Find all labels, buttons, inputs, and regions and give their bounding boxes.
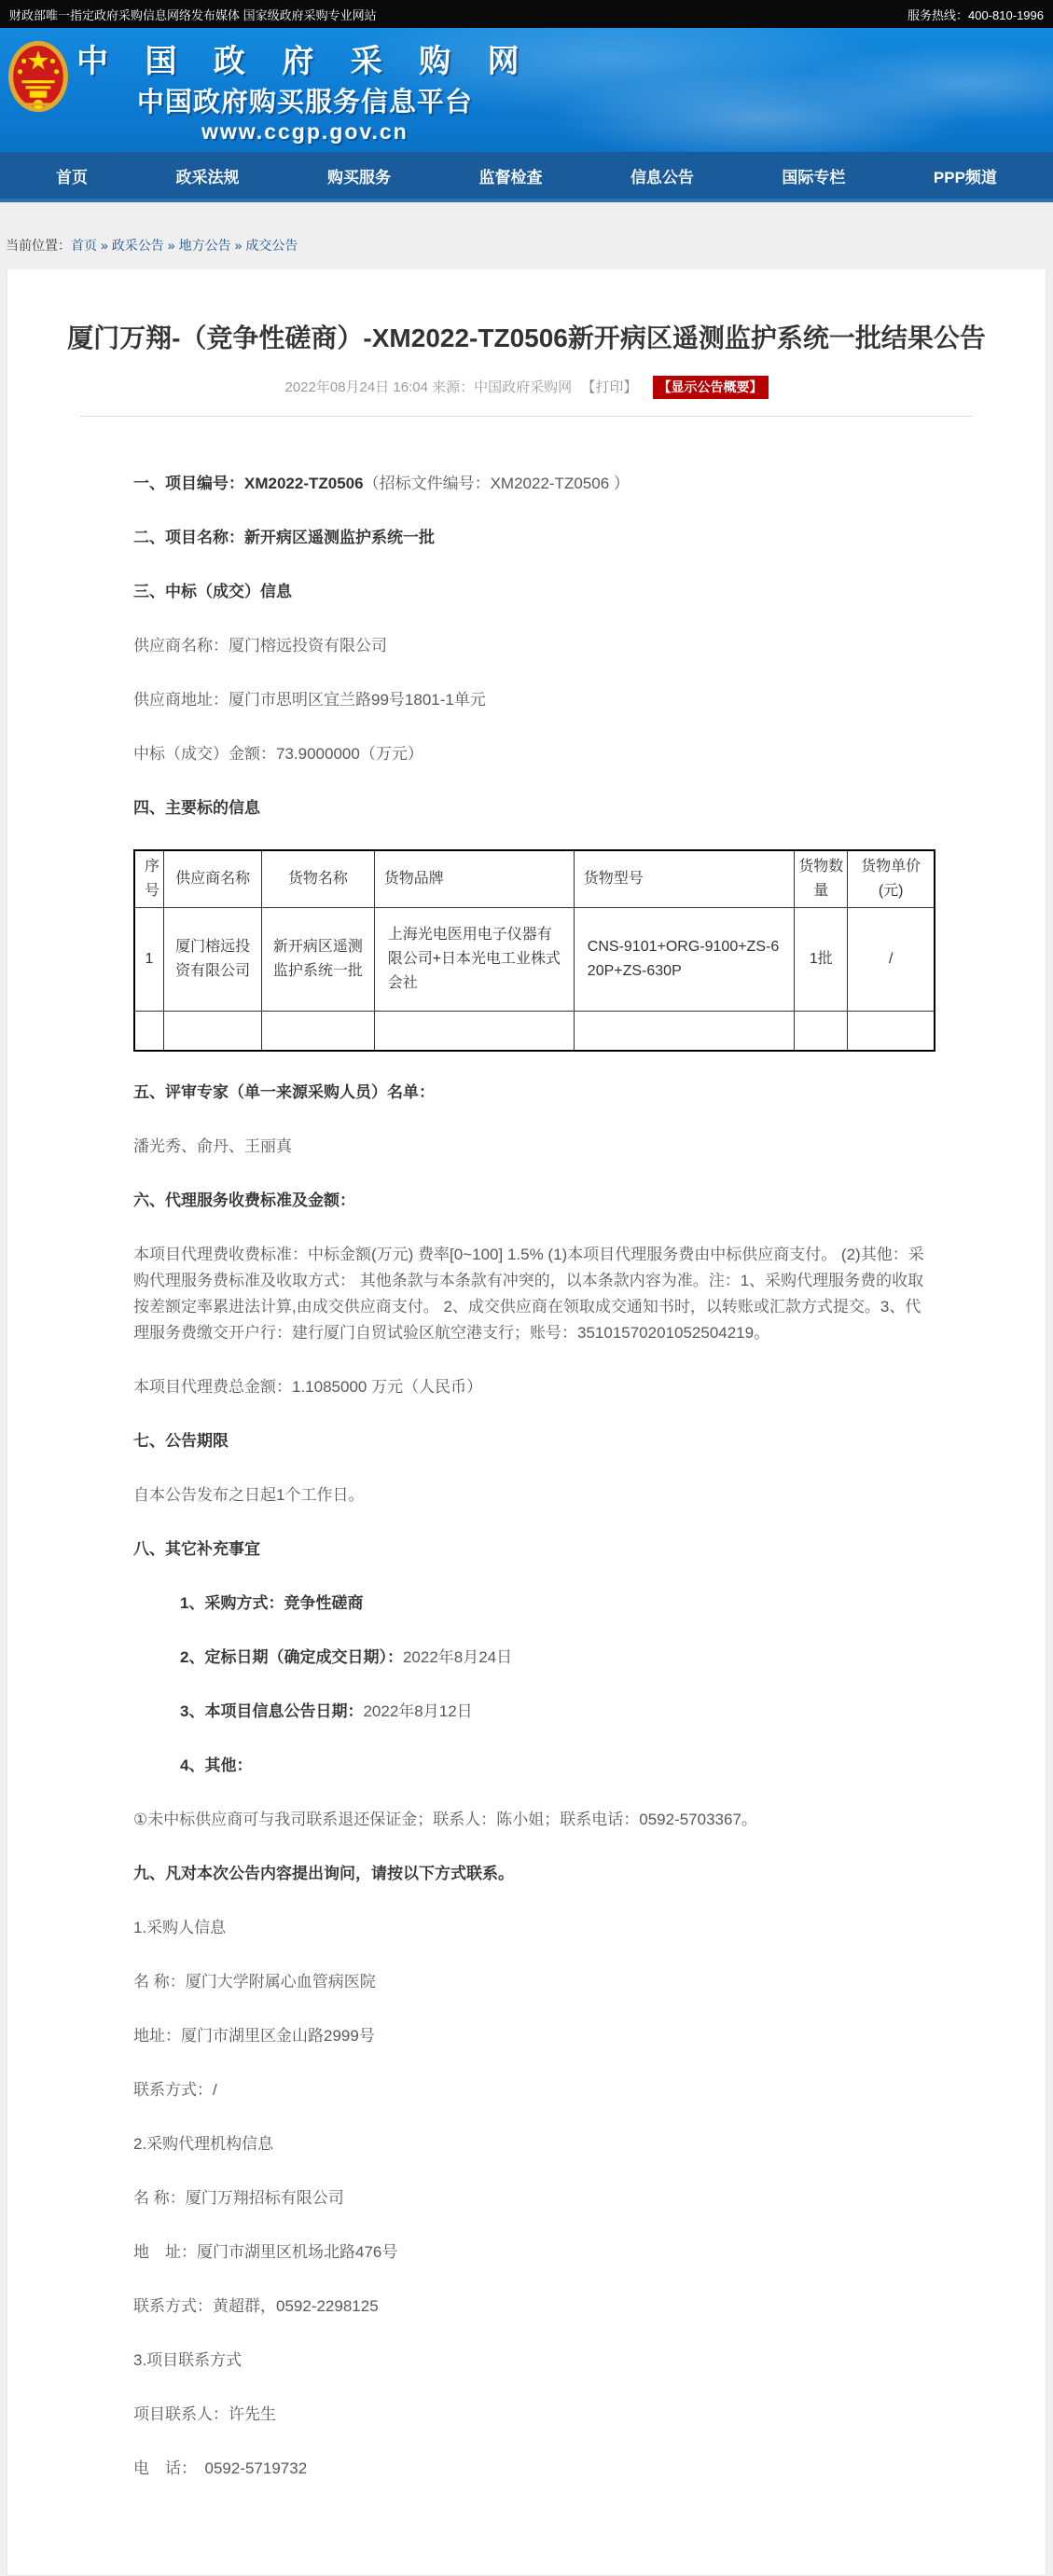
goods-table-header-row [134, 850, 935, 908]
table-cell: 新开病区遥测监护系统一批 [262, 908, 375, 1012]
paragraph: ①未中标供应商可与我司联系退还保证金；联系人：陈小姐；联系电话：0592-5703367。 [133, 1810, 757, 1828]
paragraph: 本项目代理费收费标准：中标金额(万元) 费率[0~100] 1.5% (1)本项目代理服务费由中标供应商支付。 (2)其他：采购代理服务费标准及收取方式： 其他条款与本条款有冲突的，以本条款内容为准。注：1、采购代理服务费的收取按差额定率累进法计算,由成交供应商支付。 2、成交供应商在领取成交通知书时，以转账或汇款方式提交。3、代理服务费缴交开户行：建行厦门自贸试验区航空港支行；账号：35101570201052504219。 [133, 1245, 924, 1342]
section-heading: 二、项目名称：新开病区遥测监护系统一批 [133, 529, 435, 546]
page-title: 厦门万翔-（竞争性磋商）-XM2022-TZ0506新开病区遥测监护系统一批结果公告 [67, 324, 986, 352]
table-cell: CNS-9101+ORG-9100+ZS-620P+ZS-630P [574, 908, 794, 1012]
table-header-cell: 货物型号 [574, 850, 794, 908]
table-header-cell: 序号 [134, 850, 164, 908]
section-heading: 1、采购方式：竞争性磋商 [180, 1593, 364, 1612]
section-heading: 一、项目编号：XM2022-TZ0506（招标文件编号：XM2022-TZ0506 ） [133, 475, 630, 492]
table-cell [574, 1012, 794, 1051]
table-cell [164, 1012, 262, 1051]
site-banner [0, 28, 1053, 152]
site-subtitle: 中国政府购买服务信息平台 [136, 88, 473, 117]
section-heading: 六、代理服务收费标准及金额： [133, 1191, 355, 1209]
site-slogan: 财政部唯一指定政府采购信息网络发布媒体 国家级政府采购专业网站 [9, 7, 377, 22]
show-summary-button[interactable]: 【显示公告概要】 [653, 376, 769, 399]
table-cell [848, 1012, 935, 1051]
article-body [7, 417, 1046, 2538]
table-row [134, 908, 935, 1012]
table-cell: 厦门榕远投资有限公司 [164, 908, 262, 1012]
breadcrumb-item-2[interactable]: 政采公告 [111, 238, 164, 253]
site-logo-text [76, 35, 533, 145]
site-url: www.ccgp.gov.cn [201, 119, 409, 144]
table-cell [374, 1012, 574, 1051]
table-cell: 1 [134, 908, 164, 1012]
nav-item-1[interactable]: 首页 [56, 168, 88, 186]
paragraph: 2.采购代理机构信息 [133, 2134, 274, 2153]
breadcrumb-item-3[interactable]: 地方公告 [178, 238, 231, 253]
source-label: 来源：中国政府采购网 [432, 379, 573, 395]
nav-item-3[interactable]: 购买服务 [326, 168, 391, 186]
section-heading: 五、评审专家（单一来源采购人员）名单： [133, 1082, 435, 1101]
breadcrumb-prefix: 当前位置： [6, 238, 71, 253]
print-button[interactable]: 【打印】 [581, 379, 638, 395]
publish-datetime: 2022年08月24日 16:04 [284, 379, 428, 395]
table-cell: 上海光电医用电子仪器有限公司+日本光电工业株式会社 [374, 908, 574, 1012]
nav-item-5[interactable]: 信息公告 [630, 168, 694, 186]
breadcrumb [0, 202, 1053, 269]
section-heading: 3、本项目信息公告日期：2022年8月12日 [180, 1701, 473, 1720]
section-heading: 七、公告期限 [133, 1431, 229, 1450]
paragraph: 联系方式：黄超群，0592-2298125 [133, 2296, 379, 2315]
top-info-bar [0, 0, 1053, 28]
paragraph: 中标（成交）金额：73.9000000（万元） [133, 745, 423, 763]
paragraph: 名 称：厦门大学附属心血管病医院 [133, 1972, 376, 1991]
table-header-cell: 供应商名称 [164, 850, 262, 908]
nav-item-7[interactable]: PPP频道 [933, 168, 997, 186]
china-national-emblem-icon [7, 39, 69, 118]
paragraph: 自本公告发布之日起1个工作日。 [133, 1485, 365, 1504]
breadcrumb-separator: » [101, 238, 108, 253]
section-heading: 九、凡对本次公告内容提出询问，请按以下方式联系。 [133, 1864, 514, 1882]
paragraph: 本项目代理费总金额：1.1085000 万元（人民币） [133, 1377, 483, 1396]
section-heading: 八、其它补充事宜 [133, 1539, 260, 1558]
goods-table [133, 849, 935, 1052]
announcement-card [7, 269, 1046, 2576]
nav-item-2[interactable]: 政采法规 [175, 168, 240, 186]
table-header-cell: 货物名称 [262, 850, 375, 908]
paragraph: 电 话： 0592-5719732 [133, 2459, 308, 2477]
paragraph: 1.采购人信息 [133, 1918, 227, 1936]
breadcrumb-item-4[interactable]: 成交公告 [245, 238, 298, 253]
table-header-cell: 货物数量 [795, 850, 848, 908]
table-header-cell: 货物品牌 [374, 850, 574, 908]
main-nav [0, 152, 1053, 202]
paragraph: 地 址：厦门市湖里区机场北路476号 [133, 2242, 398, 2261]
breadcrumb-links [71, 238, 298, 253]
table-cell [134, 1012, 164, 1051]
table-cell: 1批 [795, 908, 848, 1012]
section-heading: 四、主要标的信息 [133, 799, 260, 817]
section-heading: 2、定标日期（确定成交日期）：2022年8月24日 [180, 1647, 513, 1666]
paragraph: 潘光秀、俞丹、王丽真 [133, 1136, 292, 1155]
nav-item-4[interactable]: 监督检查 [478, 168, 543, 186]
paragraph: 3.项目联系方式 [133, 2350, 242, 2369]
breadcrumb-item-1[interactable]: 首页 [71, 238, 97, 253]
paragraph: 供应商地址：厦门市思明区宜兰路99号1801-1单元 [133, 691, 486, 709]
breadcrumb-separator: » [167, 238, 175, 253]
nav-item-6[interactable]: 国际专栏 [782, 168, 846, 186]
table-cell [262, 1012, 375, 1051]
table-row [134, 1012, 935, 1051]
table-cell: / [848, 908, 935, 1012]
section-heading: 4、其他： [180, 1756, 253, 1774]
section-heading: 三、中标（成交）信息 [133, 583, 292, 600]
paragraph: 项目联系人：许先生 [133, 2404, 276, 2423]
service-hotline: 服务热线：400-810-1996 [908, 7, 1044, 22]
paragraph: 地址：厦门市湖里区金山路2999号 [133, 2026, 375, 2045]
site-name: 中 国 政 府 采 购 网 [76, 44, 533, 79]
paragraph: 供应商名称：厦门榕远投资有限公司 [133, 637, 387, 654]
breadcrumb-separator: » [234, 238, 242, 253]
doc-meta [7, 376, 1046, 399]
paragraph: 名 称：厦门万翔招标有限公司 [133, 2188, 344, 2207]
table-cell [795, 1012, 848, 1051]
paragraph: 联系方式：/ [133, 2080, 217, 2099]
table-header-cell: 货物单价(元) [848, 850, 935, 908]
